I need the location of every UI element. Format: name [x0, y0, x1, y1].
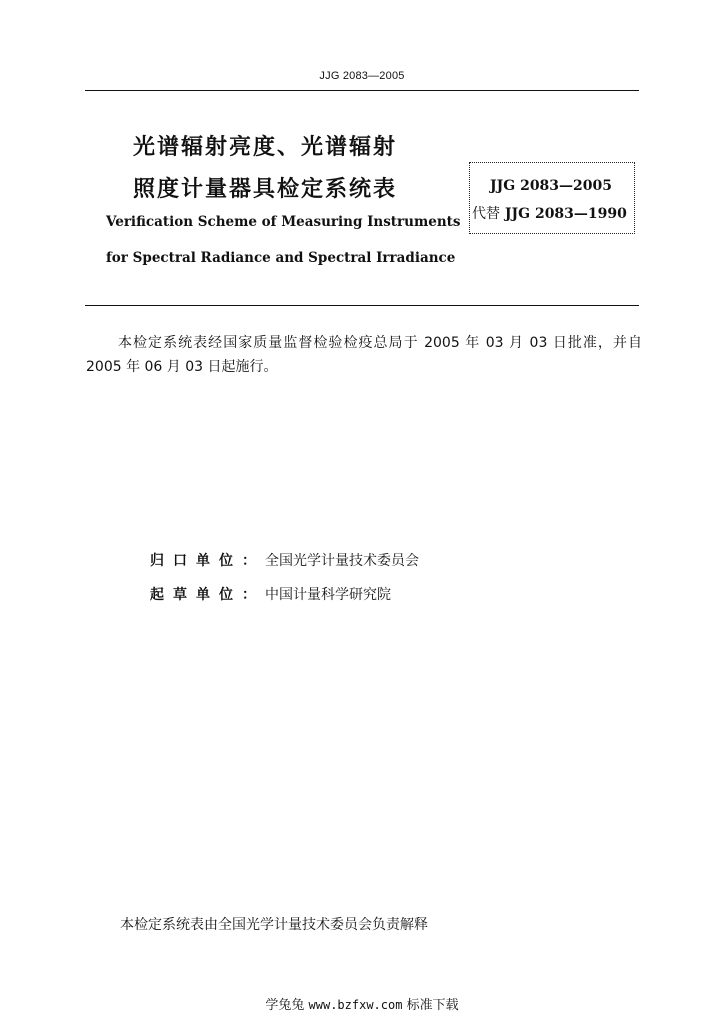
replaces-label: 代替: [472, 206, 500, 222]
title-en-line-1: Verification Scheme of Measuring Instruments: [106, 214, 461, 230]
drafting-unit-value: 中国计量科学研究院: [265, 587, 391, 603]
watermark: [0, 994, 724, 1013]
standard-code: JJG 2083—2005: [490, 178, 613, 194]
title-en-line-2: for Spectral Radiance and Spectral Irradiance: [106, 250, 456, 266]
responsible-unit-row: [150, 550, 419, 570]
drafting-unit-row: [150, 584, 391, 604]
drafting-unit-label: 起草单位：: [150, 587, 265, 603]
responsible-unit-label: 归口单位：: [150, 553, 265, 569]
watermark-url[interactable]: www.bzfxw.com: [308, 998, 403, 1012]
title-zh-line-1: 光谱辐射亮度、光谱辐射: [133, 135, 398, 160]
responsible-unit-value: 全国光学计量技术委员会: [265, 553, 419, 569]
approval-paragraph: 本检定系统表经国家质量监督检验检疫总局于 2005 年 03 月 03 日批准，并自 2005 年 06 月 03 日起施行。: [86, 335, 642, 375]
interpretation-note: 本检定系统表由全国光学计量技术委员会负责解释: [120, 917, 428, 933]
title-divider: [85, 305, 639, 306]
watermark-suffix: 标准下载: [406, 998, 459, 1013]
replaces-code-line: [472, 203, 627, 223]
replaces-code: JJG 2083—1990: [504, 206, 627, 222]
watermark-site-name: 学兔兔: [265, 998, 305, 1013]
header-divider: [85, 90, 639, 91]
header-standard-code: JJG 2083—2005: [319, 70, 405, 82]
standard-code-box: [469, 162, 635, 234]
title-zh-line-2: 照度计量器具检定系统表: [133, 177, 398, 202]
